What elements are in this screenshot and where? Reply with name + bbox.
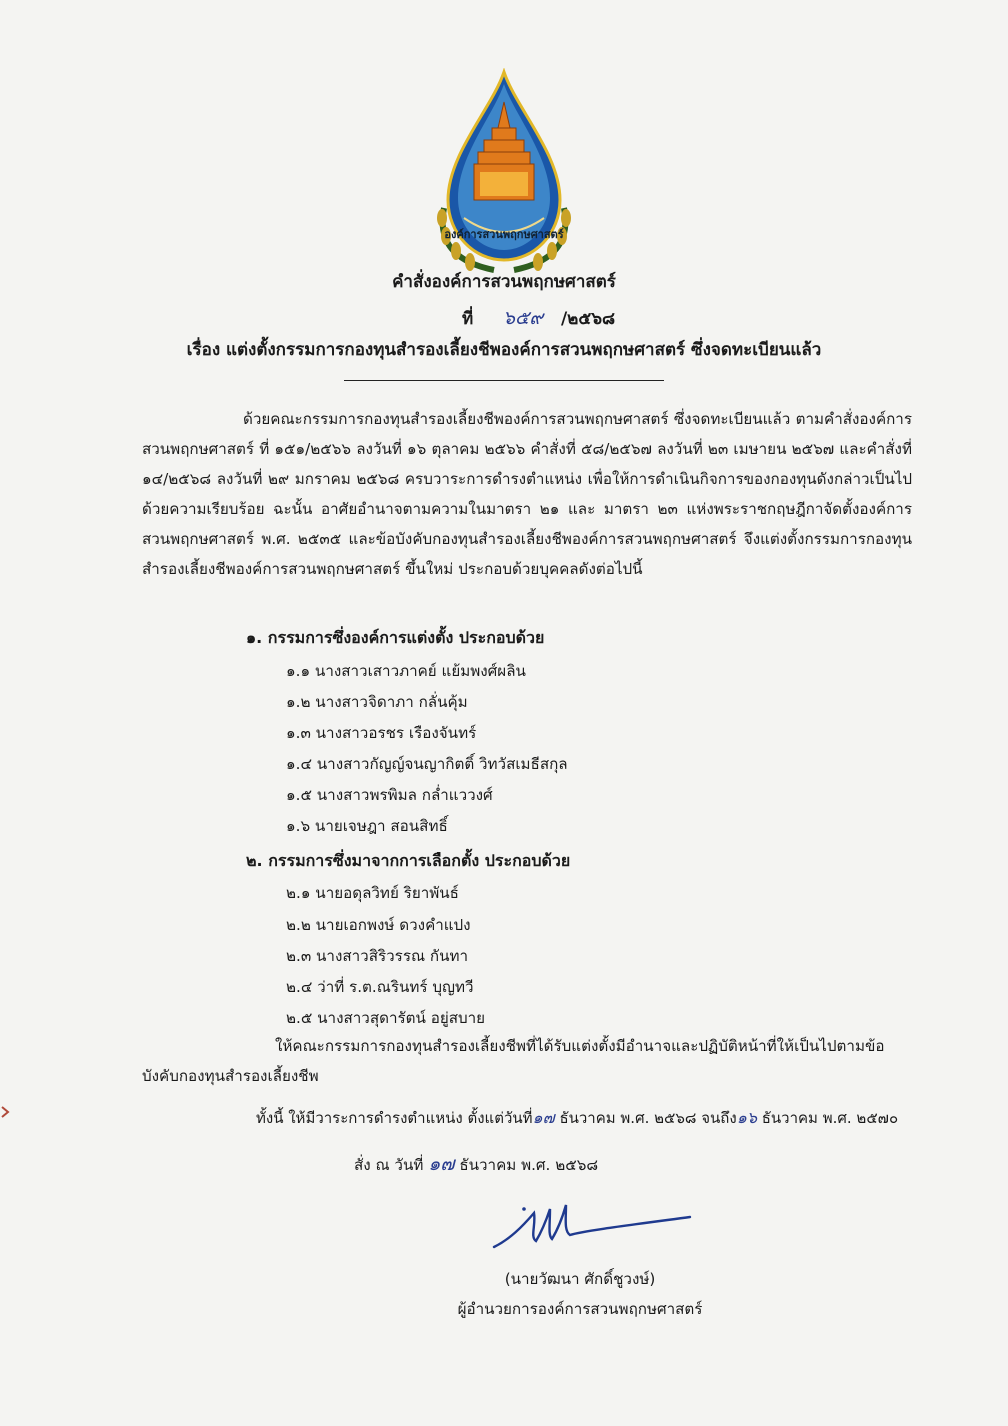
section-2-item: ๒.๑ นายอดุลวิทย์ ริยาพันธ์	[286, 884, 459, 902]
handwritten-order-day: ๑๗	[428, 1153, 455, 1175]
section-1-item: ๑.๓ นางสาวอรชร เรืองจันทร์	[286, 724, 477, 742]
svg-text:องค์การสวนพฤกษศาสตร์: องค์การสวนพฤกษศาสตร์	[444, 228, 564, 241]
section-1-heading: ๑. กรรมการซึ่งองค์การแต่งตั้ง ประกอบด้วย	[246, 628, 545, 647]
section-2-heading: ๒. กรรมการซึ่งมาจากการเลือกตั้ง ประกอบด้วย	[246, 851, 571, 870]
term-text: ธันวาคม พ.ศ. ๒๕๗๐	[757, 1109, 899, 1127]
order-date	[354, 1149, 598, 1179]
section-2-item: ๒.๔ ว่าที่ ร.ต.ณรินทร์ บุญทวี	[286, 978, 474, 996]
term-text: ทั้งนี้ ให้มีวาระการดำรงตำแหน่ง ตั้งแต่วันที่	[256, 1109, 533, 1127]
body-paragraph-2: ให้คณะกรรมการกองทุนสำรองเลี้ยงชีพที่ได้รับแต่งตั้งมีอำนาจและปฏิบัติหน้าที่ให้เป็นไปตามข้อบังคับกองทุนสำรองเลี้ยงชีพ	[142, 1037, 885, 1085]
order-title: คำสั่งองค์การสวนพฤกษศาสตร์	[392, 272, 616, 292]
number-year: /๒๕๖๘	[560, 309, 616, 329]
term-text: ธันวาคม พ.ศ. ๒๕๖๘ จนถึง	[554, 1109, 737, 1127]
handwritten-number: ๖๕๙	[502, 307, 544, 329]
term-of-office	[256, 1106, 898, 1131]
order-number	[462, 303, 615, 333]
section-1-item: ๑.๖ นายเจษฎา สอนสิทธิ์	[286, 817, 448, 835]
order-date-text: สั่ง ณ วันที่	[354, 1156, 429, 1174]
order-date-text: ธันวาคม พ.ศ. ๒๕๖๘	[454, 1156, 599, 1174]
section-1-item: ๑.๑ นางสาวเสาวภาคย์ แย้มพงศ์ผลิน	[286, 662, 526, 680]
divider-line	[344, 380, 664, 381]
section-1-item: ๑.๒ นางสาวจิดาภา กลั่นคุ้ม	[286, 693, 468, 711]
signer-name: (นายวัฒนา ศักดิ์ชูวงษ์)	[504, 1270, 656, 1288]
section-2-item: ๒.๕ นางสาวสุดารัตน์ อยู่สบาย	[286, 1009, 486, 1027]
number-prefix: ที่	[462, 309, 474, 329]
organization-logo	[432, 68, 576, 278]
handwritten-start-day: ๑๗	[532, 1108, 555, 1127]
section-1-item: ๑.๕ นางสาวพรพิมล กล่ำแววงศ์	[286, 786, 493, 804]
order-subject: เรื่อง แต่งตั้งกรรมการกองทุนสำรองเลี้ยงชีพองค์การสวนพฤกษศาสตร์ ซึ่งจดทะเบียนแล้ว	[186, 340, 822, 360]
section-2-item: ๒.๓ นางสาวสิริวรรณ กันทา	[286, 947, 469, 965]
signer-position: ผู้อำนวยการองค์การสวนพฤกษศาสตร์	[457, 1300, 703, 1318]
section-2-item: ๒.๒ นายเอกพงษ์ ดวงคำแปง	[286, 916, 471, 934]
body-paragraph-1: ด้วยคณะกรรมการกองทุนสำรองเลี้ยงชีพองค์การสวนพฤกษศาสตร์ ซึ่งจดทะเบียนแล้ว ตามคำสั่งองค์การสวนพฤกษศาสตร์ ที่ ๑๕๑/๒๕๖๖ ลงวันที่ ๑๖ ตุลาคม ๒๕๖๖ คำสั่งที่ ๕๘/๒๕๖๗ ลงวันที่ ๒๓ เมษายน ๒๕๖๗ และคำสั่งที่ ๑๔/๒๕๖๘ ลงวันที่ ๒๙ มกราคม ๒๕๖๘ ครบวาระการดำรงตำแหน่ง เพื่อให้การดำเนินกิจการของกองทุนดังกล่าวเป็นไปด้วยความเรียบร้อย ฉะนั้น อาศัยอำนาจตามความในมาตรา ๒๑ และ มาตรา ๒๓ แห่งพระราชกฤษฎีกาจัดตั้งองค์การสวนพฤกษศาสตร์ พ.ศ. ๒๕๓๕ และข้อบังคับกองทุนสำรองเลี้ยงชีพองค์การสวนพฤกษศาสตร์ จึงแต่งตั้งกรรมการกองทุนสำรองเลี้ยงชีพองค์การสวนพฤกษศาสตร์ ขึ้นใหม่ ประกอบด้วยบุคคลดังต่อไปนี้	[142, 410, 912, 578]
handwritten-end-day: ๑๖	[736, 1108, 757, 1127]
margin-mark	[0, 1105, 10, 1119]
section-1-item: ๑.๔ นางสาวกัญญ์จนญากิตติ์ วิทวัสเมธีสกุล	[286, 755, 568, 773]
handwritten-signature	[490, 1195, 700, 1255]
